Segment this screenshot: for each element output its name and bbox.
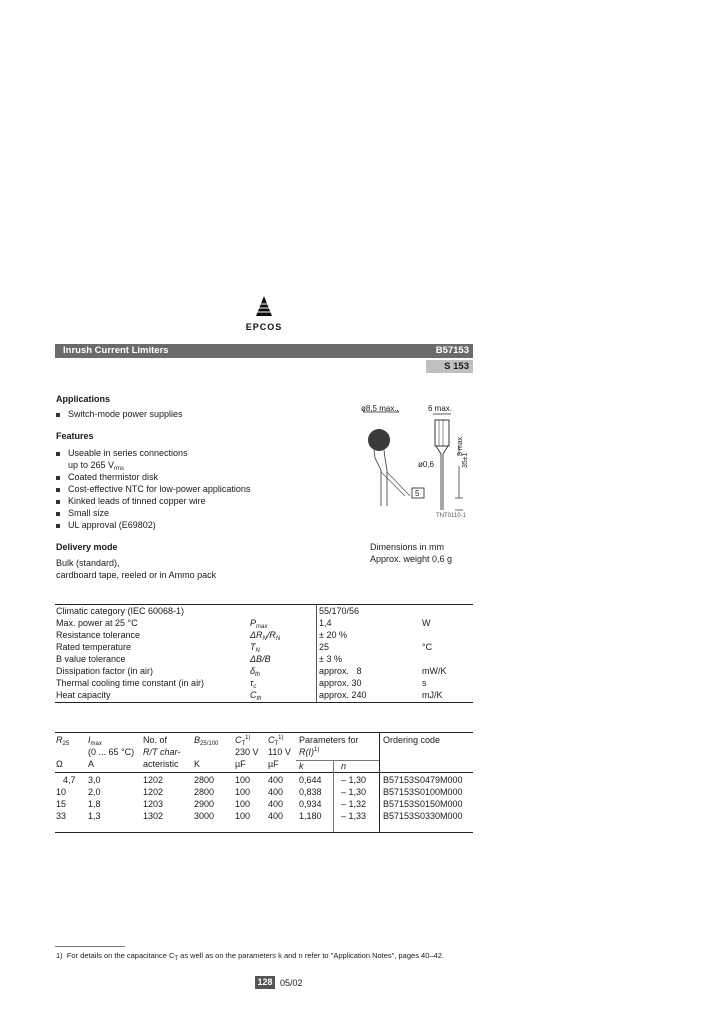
table-row (55, 811, 475, 823)
col-imax: $I_{max}$ (88, 735, 102, 747)
spec-label: Thermal cooling time constant (in air) (56, 678, 205, 688)
weight-note: Approx. weight 0,6 g (370, 554, 453, 564)
cell-b: 3000 (194, 811, 215, 821)
cell-k: 0,644 (299, 775, 322, 785)
cell-ct230: 100 (235, 775, 251, 785)
bullet-icon (56, 524, 60, 528)
cell-rt: 1202 (143, 787, 164, 797)
footer-date: 05/02 (280, 978, 303, 988)
spec-symbol: $T_N$ (250, 642, 260, 654)
col-k: k (299, 761, 304, 771)
delivery-line: cardboard tape, reeled or in Ammo pack (56, 570, 217, 580)
feature-item: Small size (68, 508, 110, 518)
bullet-icon (56, 476, 60, 480)
drawing-pitch: 5 (415, 489, 420, 498)
spec-symbol: $\tau_c$ (250, 678, 257, 690)
footnote: 1) For details on the capacitance $C_T$ as well as on the parameters k and n refer to "Application Notes", pages 40–42. (56, 951, 444, 962)
spec-row (56, 606, 473, 618)
feature-item: UL approval (E69802) (68, 520, 156, 530)
epcos-logo (236, 296, 292, 332)
col-ct110: $C_T^{1)}$ (268, 735, 284, 747)
spec-label: B value tolerance (56, 654, 126, 664)
header-part: B57153 (435, 345, 469, 356)
table-row (55, 799, 475, 811)
footnote-text: For details on the capacitance C (66, 951, 175, 960)
spec-value: 25 (319, 642, 330, 652)
cell-ct110: 400 (268, 775, 284, 785)
cell-r25: 10 (56, 787, 67, 797)
spec-label: Dissipation factor (in air) (56, 666, 154, 676)
feature-item: Kinked leads of tinned copper wire (68, 496, 206, 506)
spec-symbol: $P_{max}$ (250, 618, 268, 630)
cell-imax: 1,3 (88, 811, 101, 821)
bullet-icon (56, 488, 60, 492)
col-imax-range: (0 ... 65 °C) (88, 747, 135, 757)
header-bar (55, 344, 473, 358)
col-ct110-v: 110 V (268, 747, 291, 757)
cell-imax: 3,0 (88, 775, 101, 785)
specs-table (56, 606, 473, 702)
spec-unit: °C (422, 642, 433, 652)
order-table-body (55, 775, 475, 823)
cell-ct230: 100 (235, 811, 251, 821)
spec-row (56, 654, 473, 666)
cell-rt: 1203 (143, 799, 164, 809)
col-rt2: R/T char- (143, 747, 181, 757)
cell-ct230: 100 (235, 787, 251, 797)
cell-rt: 1302 (143, 811, 164, 821)
spec-value: approx. 8 (319, 666, 362, 676)
col-params2: $R(I)^{1)}$ (299, 747, 320, 757)
bullet-icon (56, 413, 60, 417)
col-b: $B_{25/100}$ (194, 735, 219, 747)
spec-label: Rated temperature (56, 642, 132, 652)
cell-order-code: B57153S0479M000 (383, 775, 463, 785)
bullet-icon (56, 500, 60, 504)
footnote-text2: as well as on the parameters k and n refer to "Application Notes", pages 40–42. (178, 951, 444, 960)
feature-item: Useable in series connections (68, 448, 188, 458)
cell-k: 0,838 (299, 787, 322, 797)
col-imax-unit: A (88, 759, 95, 769)
delivery-line: Bulk (standard), (56, 558, 120, 568)
logo-text: EPCOS (245, 322, 283, 332)
bullet-icon (56, 452, 60, 456)
spec-row (56, 690, 473, 702)
spec-row (56, 618, 473, 630)
page-number: 128 (255, 976, 275, 989)
cell-b: 2800 (194, 787, 215, 797)
cell-order-code: B57153S0100M000 (383, 787, 463, 797)
col-n: n (341, 761, 347, 771)
specs-top-rule (55, 604, 473, 605)
spec-unit: mJ/K (422, 690, 443, 700)
table-row (55, 787, 475, 799)
cell-b: 2800 (194, 775, 215, 785)
spec-symbol: $\delta_{th}$ (250, 666, 261, 678)
cell-imax: 1,8 (88, 799, 101, 809)
application-item: Switch-mode power supplies (68, 409, 183, 419)
col-r25-unit: Ω (56, 759, 63, 769)
col-rt3: acteristic (143, 759, 179, 769)
footnote-number: 1) (56, 951, 63, 960)
cell-ct110: 400 (268, 787, 284, 797)
cell-rt: 1202 (143, 775, 164, 785)
spec-row (56, 642, 473, 654)
col-ct230: $C_T^{1)}$ (235, 735, 251, 747)
spec-symbol: $C_{th}$ (250, 690, 262, 702)
series-label: S 153 (444, 361, 469, 372)
cell-r25: 4,7 (63, 775, 76, 785)
delivery-heading: Delivery mode (56, 542, 118, 552)
col-r25: $R_{25}$ (56, 735, 70, 747)
col-rt: No. of (143, 735, 168, 745)
spec-value: ± 3 % (319, 654, 342, 664)
cell-b: 2900 (194, 799, 215, 809)
specs-bottom-rule (55, 702, 473, 703)
spec-row (56, 630, 473, 642)
feature-item-line2: up to 265 $V_{rms}$ (68, 460, 125, 472)
epcos-logo-icon (252, 296, 276, 318)
spec-row (56, 666, 473, 678)
cell-ct110: 400 (268, 799, 284, 809)
table-row (55, 775, 475, 787)
series-bar (426, 360, 473, 373)
cell-k: 1,180 (299, 811, 322, 821)
cell-k: 0,934 (299, 799, 322, 809)
spec-unit: s (422, 678, 427, 688)
spec-symbol: ΔB/B (250, 654, 271, 664)
order-table-bottom-rule (55, 832, 473, 833)
cell-r25: 33 (56, 811, 67, 821)
cell-n: – 1,33 (341, 811, 367, 821)
drawing-width: 6 max. (428, 404, 453, 413)
spec-label: Heat capacity (56, 690, 111, 700)
cell-ct230: 100 (235, 799, 251, 809)
bullet-icon (56, 512, 60, 516)
col-ct110-unit: µF (268, 759, 279, 769)
drawing-code: TNT0110-1 (436, 513, 466, 519)
feature-item: Cost-effective NTC for low-power applications (68, 484, 251, 494)
spec-label: Climatic category (IEC 60068-1) (56, 606, 185, 616)
footnote-rule (55, 946, 125, 947)
spec-value: 55/170/56 (319, 606, 360, 616)
dimensions-note: Dimensions in mm (370, 542, 445, 552)
col-ct230-unit: µF (235, 759, 246, 769)
spec-unit: mW/K (422, 666, 447, 676)
col-ct230-v: 230 V (235, 747, 259, 757)
col-order: Ordering code (383, 735, 441, 745)
cell-r25: 15 (56, 799, 67, 809)
cell-order-code: B57153S0150M000 (383, 799, 463, 809)
dimension-drawing (355, 398, 475, 524)
cell-n: – 1,30 (341, 775, 367, 785)
order-table-top-rule (55, 732, 473, 733)
col-b-unit: K (194, 759, 201, 769)
cell-order-code: B57153S0330M000 (383, 811, 463, 821)
drawing-height: 3 max. (457, 434, 464, 456)
feature-item: Coated thermistor disk (68, 472, 159, 482)
drawing-lead: ø0,6 (418, 460, 435, 469)
features-heading: Features (56, 431, 94, 441)
spec-row (56, 678, 473, 690)
header-title: Inrush Current Limiters (63, 345, 169, 356)
cell-imax: 2,0 (88, 787, 101, 797)
order-table-header (55, 735, 475, 775)
col-params: Parameters for (299, 735, 359, 745)
applications-heading: Applications (56, 394, 111, 404)
drawing-length: 35±1 (462, 452, 469, 468)
spec-unit: W (422, 618, 431, 628)
spec-value: ± 20 % (319, 630, 347, 640)
spec-label: Max. power at 25 °C (56, 618, 138, 628)
spec-value: 1,4 (319, 618, 332, 628)
spec-value: approx. 240 (319, 690, 367, 700)
spec-symbol: $\Delta R_N/R_N$ (250, 630, 281, 642)
drawing-diameter: ø8,5 max. (361, 404, 397, 413)
spec-label: Resistance tolerance (56, 630, 141, 640)
spec-value: approx. 30 (319, 678, 362, 688)
cell-ct110: 400 (268, 811, 284, 821)
cell-n: – 1,32 (341, 799, 367, 809)
cell-n: – 1,30 (341, 787, 367, 797)
